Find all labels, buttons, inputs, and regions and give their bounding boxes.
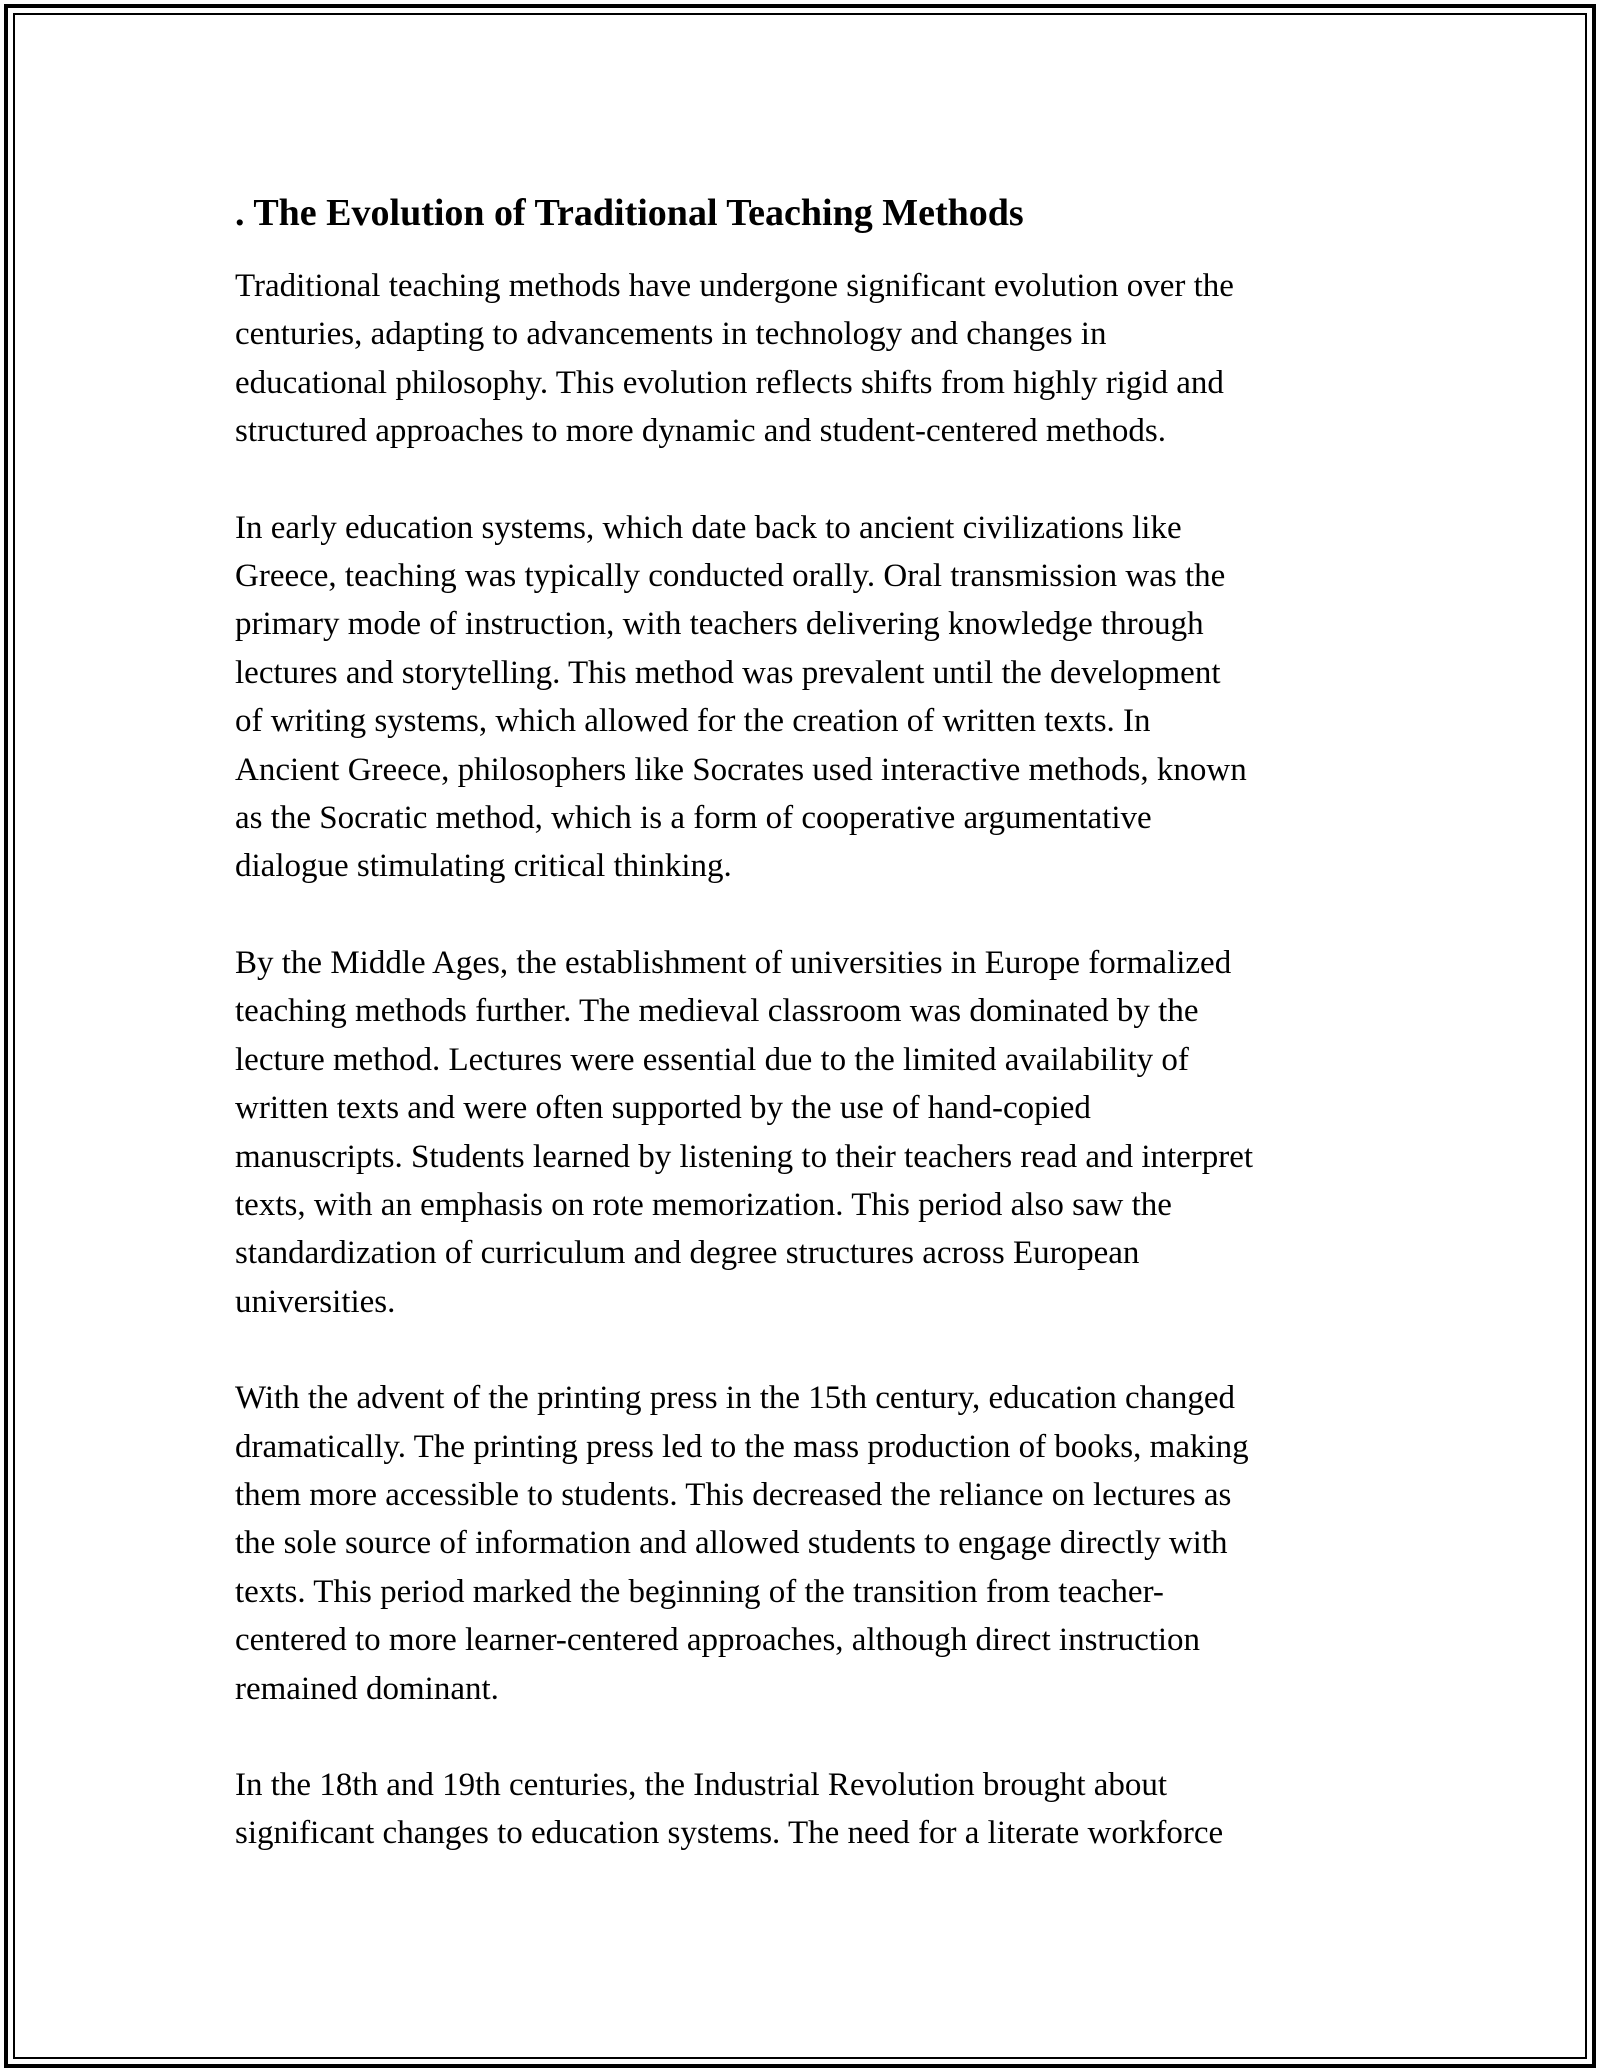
paragraph-5: In the 18th and 19th centuries, the Industrial Revolution brought about significant changes to education systems. The need for a literate workforce — [235, 1766, 1224, 1852]
section-heading: . The Evolution of Traditional Teaching Methods — [235, 192, 1024, 234]
paragraph-4: With the advent of the printing press in the 15th century, education changed dramatically. The printing press led to the mass production of books, making them more accessible to students. This decreased the reliance on lectures as the sole source of information and allowed students to engage directly with texts. This period marked the beginning of the transition from teacher- centered to more learner-centered approaches, although direct instruction remained dominant. — [235, 1380, 1249, 1707]
paragraph-1: Traditional teaching methods have undergone significant evolution over the centuries, adapting to advancements in technology and changes in educational philosophy. This evolution reflects shifts from highly rigid and structured approaches to more dynamic and student-centered methods. — [235, 268, 1234, 450]
paragraph-2: In early education systems, which date back to ancient civilizations like Greece, teaching was typically conducted orally. Oral transmission was the primary mode of instruction, with teachers delivering knowledge through lectures and storytelling. This method was prevalent until the development of writing systems, which allowed for the creation of written texts. In Ancient Greece, philosophers like Socrates used interactive methods, known as the Socratic method, which is a form of cooperative argumentative dialogue stimulating critical thinking. — [235, 509, 1247, 885]
paragraph-3: By the Middle Ages, the establishment of universities in Europe formalized teaching methods further. The medieval classroom was dominated by the lecture method. Lectures were essential due to the limited availability of written texts and were often supported by the use of hand-copied manuscripts. Students learned by listening to their teachers read and interpret texts, with an emphasis on rote memorization. This period also saw the standardization of curriculum and degree structures across European universities. — [235, 944, 1254, 1320]
document-body — [235, 186, 1395, 1906]
